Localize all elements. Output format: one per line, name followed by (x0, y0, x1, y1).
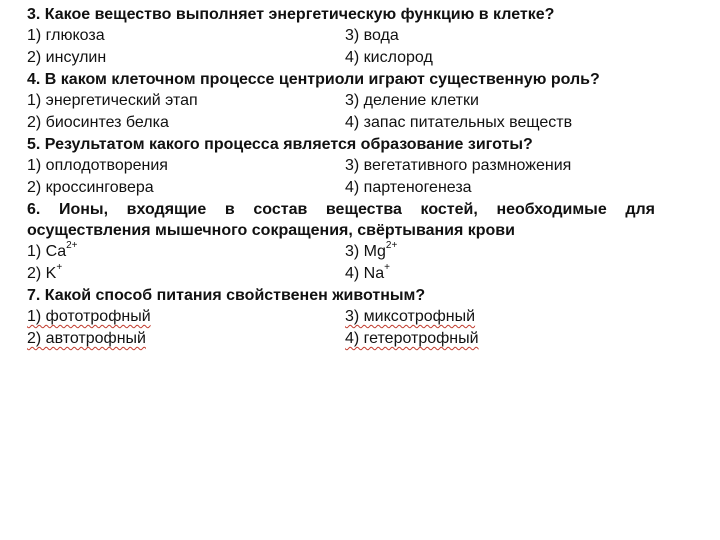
question-7-option-1: 1) фототрофный (27, 308, 151, 325)
question-4-options-row-1 (27, 90, 655, 112)
question-6-option-3 (345, 241, 397, 263)
question-7-option-4: 4) гетеротрофный (345, 330, 479, 347)
question-3-options-row-2 (27, 47, 655, 69)
question-6-option-3-label: 3) Mg (345, 243, 386, 260)
question-6-option-4-label: 4) Na (345, 265, 385, 282)
question-4-option-3: 3) деление клетки (345, 92, 479, 109)
question-5-text: 5. Результатом какого процесса является образование зиготы? (27, 136, 533, 153)
question-4-options-row-2 (27, 112, 655, 134)
question-4-option-1: 1) энергетический этап (27, 92, 198, 109)
question-3-options-row-1 (27, 25, 655, 47)
question-6-option-1 (27, 241, 78, 263)
question-6-option-4 (345, 263, 390, 285)
question-4-text: 4. В каком клеточном процессе центриоли играют существенную роль? (27, 71, 600, 88)
question-5-option-4: 4) партеногенеза (345, 179, 472, 196)
question-3-option-2: 2) инсулин (27, 49, 107, 66)
question-5-option-3: 3) вегетативного размножения (345, 157, 572, 174)
question-6-options-row-2 (27, 263, 655, 285)
question-6-text: 6. Ионы, входящие в состав вещества костей, необходимые для осуществления мышечного сокращения, свёртывания крови (27, 201, 655, 239)
question-6-option-1-label: 1) Ca (27, 243, 67, 260)
question-7-option-2: 2) автотрофный (27, 330, 146, 347)
question-6-option-2-charge: + (56, 261, 63, 273)
question-7-text: 7. Какой способ питания свойственен животным? (27, 287, 426, 304)
question-5-option-1: 1) оплодотворения (27, 157, 168, 174)
question-5-options-row-1 (27, 155, 655, 177)
question-3-option-3: 3) вода (345, 27, 399, 44)
question-6-options-row-1 (27, 241, 655, 263)
question-4-option-2: 2) биосинтез белка (27, 114, 169, 131)
question-6-option-2-label: 2) K (27, 265, 57, 282)
question-7-options-row-2 (27, 328, 655, 350)
question-3-option-4: 4) кислород (345, 49, 433, 66)
question-6-option-2 (27, 263, 62, 285)
question-6-option-4-charge: + (384, 261, 390, 273)
question-3-text: 3. Какое вещество выполняет энергетическую функцию в клетке? (27, 6, 555, 23)
test-document (27, 4, 655, 350)
question-5-options-row-2 (27, 177, 655, 199)
question-7-options-row-1 (27, 306, 655, 328)
question-4-option-4: 4) запас питательных веществ (345, 114, 573, 131)
question-6-option-3-charge: 2+ (385, 239, 398, 251)
question-7-option-3: 3) миксотрофный (345, 308, 476, 325)
question-5-option-2: 2) кроссинговера (27, 179, 154, 196)
question-3-option-1: 1) глюкоза (27, 27, 105, 44)
question-6-option-1-charge: 2+ (66, 239, 78, 251)
